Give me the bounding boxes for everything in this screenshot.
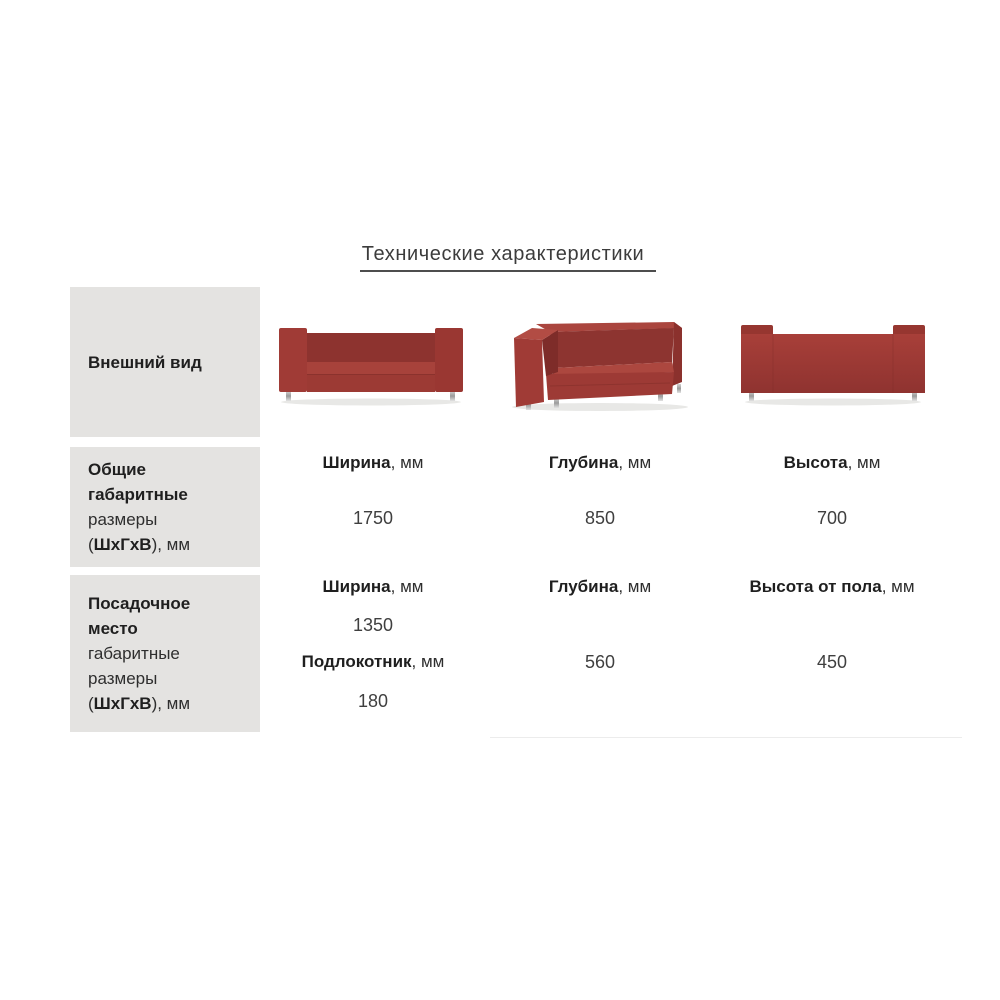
seat-width-header: Ширина, мм <box>322 577 424 596</box>
row-header-appearance <box>70 287 260 437</box>
overall-height-value: 700 <box>816 508 848 528</box>
seat-depth-header: Глубина, мм <box>548 577 652 596</box>
sofa-base <box>307 374 435 392</box>
seat-label-line3: габаритные <box>88 644 180 663</box>
seat-label-line4: размеры <box>88 669 158 688</box>
sofa-back-panel <box>741 334 925 393</box>
overall-label-line4: (ШхГхВ), мм <box>88 535 191 554</box>
row-header-seat-dimensions <box>70 575 260 732</box>
appearance-label: Внешний вид <box>88 352 202 372</box>
seat-height-from-floor-value: 450 <box>816 652 848 672</box>
armrest-value: 180 <box>357 691 389 711</box>
table-bottom-rule <box>490 737 962 738</box>
sofa-leg <box>450 391 455 401</box>
armrest-header: Подлокотник, мм <box>301 652 445 671</box>
sofa-backrest <box>550 328 674 368</box>
overall-label-line2: габаритные <box>88 485 188 504</box>
sofa-armrest-left <box>279 328 307 392</box>
sofa-armrest-left <box>514 338 544 407</box>
overall-width-value: 1750 <box>352 508 394 528</box>
seat-label-line1: Посадочное <box>88 594 191 613</box>
sofa-shadow <box>512 403 688 411</box>
row-header-overall-dimensions <box>70 447 260 567</box>
overall-label-line3: размеры <box>88 510 158 529</box>
seat-label-line5: (ШхГхВ), мм <box>88 694 191 713</box>
sofa-leg <box>286 391 291 401</box>
overall-width-header: Ширина, мм <box>322 453 424 472</box>
seat-height-from-floor-header: Высота от пола, мм <box>749 577 915 596</box>
sofa-shadow <box>745 399 921 406</box>
sofa-seat-cushion <box>307 362 435 375</box>
seat-label-line2: место <box>88 619 138 638</box>
sofa-perspective-view-image <box>502 314 694 412</box>
sofa-front-view-image <box>278 322 464 406</box>
seat-width-value: 1350 <box>352 615 394 635</box>
sofa-leg <box>677 384 681 393</box>
sofa-armrest-right <box>435 328 463 392</box>
overall-depth-header: Глубина, мм <box>548 453 652 472</box>
overall-depth-value: 850 <box>584 508 616 528</box>
overall-label-line1: Общие <box>88 460 146 479</box>
sofa-shadow <box>281 399 461 406</box>
seat-depth-value: 560 <box>584 652 616 672</box>
sofa-back-view-image <box>739 322 927 406</box>
page-title-wrap <box>0 243 1000 272</box>
page-title: Технические характеристики <box>360 243 656 272</box>
overall-height-header: Высота, мм <box>783 453 881 472</box>
